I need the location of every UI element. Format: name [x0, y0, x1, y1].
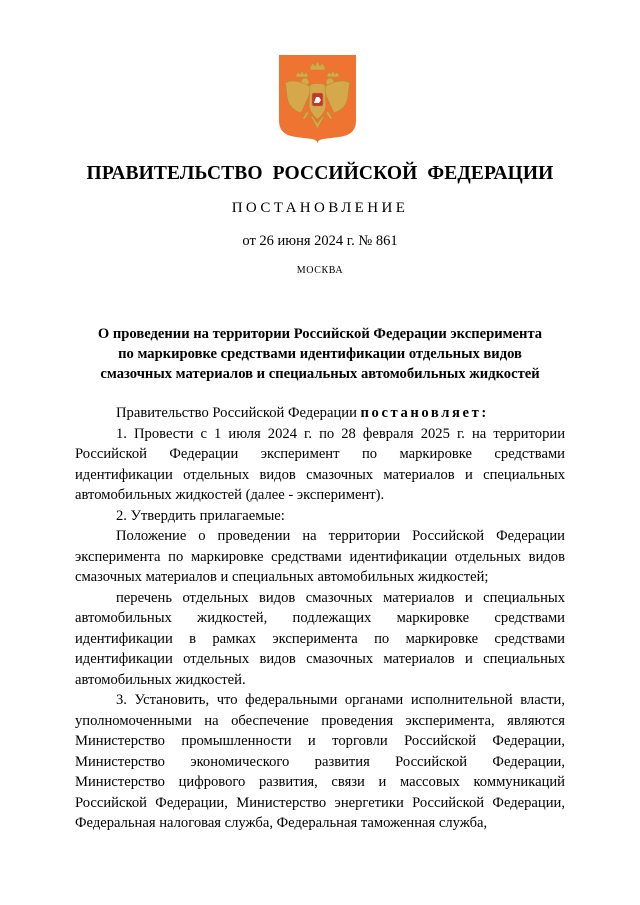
coat-of-arms-emblem-icon	[277, 55, 358, 143]
document-body	[75, 403, 565, 834]
government-title: ПРАВИТЕЛЬСТВО РОССИЙСКОЙ ФЕДЕРАЦИИ	[86, 163, 554, 184]
clause-1: 1. Провести с 1 июля 2024 г. по 28 февраля 2025 г. на территории Российской Федерации эксперимент по маркировке средствами идентификации отдельных видов смазочных материалов и специальных автомобильных жидкостей (далее - эксперимент).	[75, 425, 565, 503]
subject-line: О проведении на территории Российской Федерации эксперимента	[97, 326, 543, 342]
clause-2-item-regulation: Положение о проведении на территории Российской Федерации эксперимента по маркировке средствами идентификации отдельных видов смазочных материалов и специальных автомобильных жидкостей;	[75, 528, 565, 585]
clause-2-item-list: перечень отдельных видов смазочных материалов и специальных автомобильных жидкостей, подлежащих маркировке средствами идентификации в рамках эксперимента по маркировке средствами идентификации отдельных видов смазочных материалов и специальных автомобильных жидкостей.	[75, 589, 565, 688]
document-city: МОСКВА	[296, 265, 344, 276]
document-type: ПОСТАНОВЛЕНИЕ	[231, 200, 409, 216]
document-date-number: от 26 июня 2024 г. № 861	[242, 233, 398, 249]
clause-2: 2. Утвердить прилагаемые:	[116, 507, 285, 524]
subject-line: смазочных материалов и специальных автомобильных жидкостей	[100, 366, 540, 382]
coat-of-arms-svg	[277, 55, 358, 143]
document-subject	[75, 324, 565, 384]
intro-prefix: Правительство Российской Федерации	[116, 405, 361, 421]
clause-3: 3. Установить, что федеральными органами исполнительной власти, уполномоченными на обеспечение проведения эксперимента, являются Министерство промышленности и торговли Российской Федерации, Министерство экономического развития Российской Федерации, Министерство цифрового развития, связи и массовых коммуникаций Российской Федерации, Министерство энергетики Российской Федерации, Федеральная налоговая служба, Федеральная таможенная служба,	[75, 692, 565, 831]
intro-paragraph	[75, 403, 565, 424]
decree-verb: постановляет:	[360, 405, 489, 421]
subject-line: по маркировке средствами идентификации отдельных видов	[118, 346, 522, 362]
